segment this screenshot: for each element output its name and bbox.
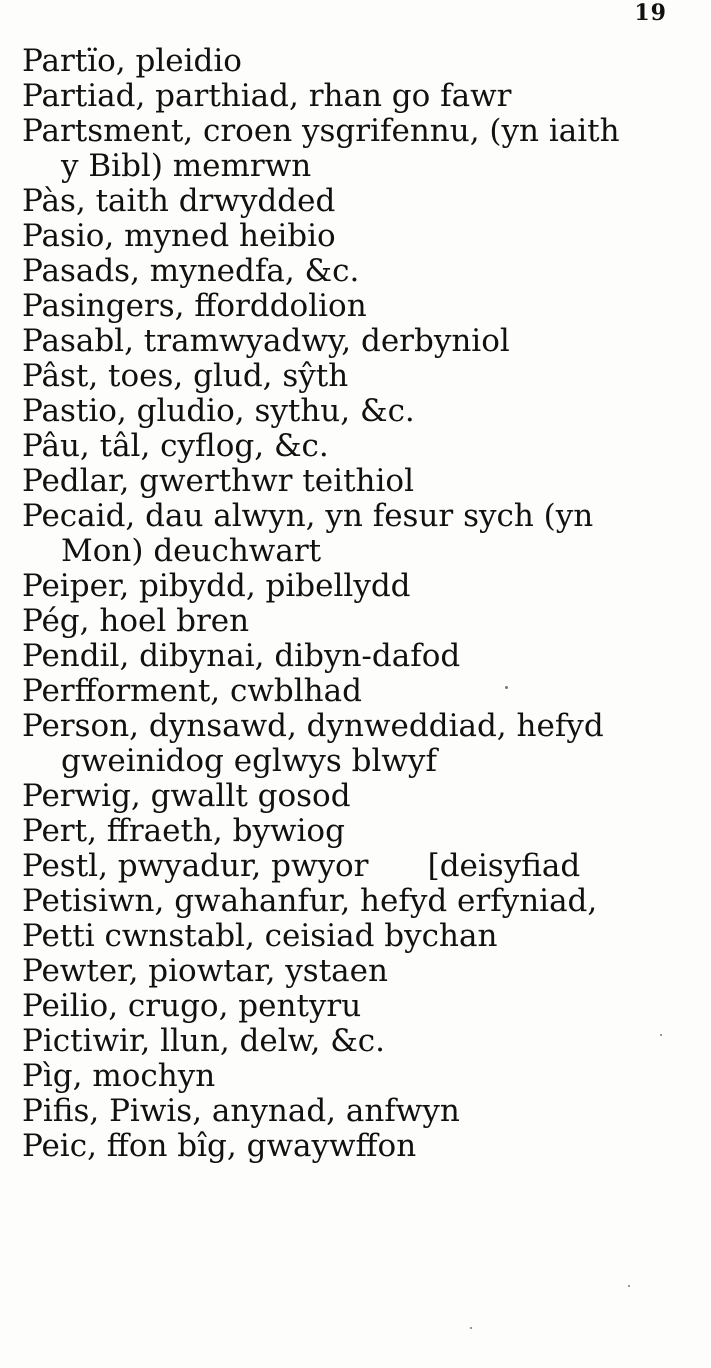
- entry-text: Partïo, pleidio: [22, 43, 242, 79]
- entry-text: Pedlar, gwerthwr teithiol: [22, 463, 414, 499]
- glossary-entry: [22, 814, 682, 849]
- paper-speck: [660, 1034, 662, 1036]
- entry-text: Pâst, toes, glud, sŷth: [22, 358, 349, 394]
- entry-text: Pasingers, fforddolion: [22, 288, 367, 324]
- entry-text: Peilio, crugo, pentyru: [22, 988, 362, 1024]
- glossary-entry: [22, 884, 682, 919]
- entry-text: Partsment, croen ysgrifennu, (yn iaith: [22, 113, 620, 149]
- glossary-entry: [22, 44, 682, 79]
- entry-continuation: Mon) deuchwart: [61, 533, 322, 569]
- entry-text: Pestl, pwyadur, pwyor [deisyfiad: [22, 848, 581, 884]
- entry-text: Perfforment, cwblhad: [22, 673, 362, 709]
- entry-continuation: y Bibl) memrwn: [61, 148, 312, 184]
- entry-text: Peiper, pibydd, pibellydd: [22, 568, 411, 604]
- glossary-entry: [22, 114, 682, 184]
- glossary-entry: [22, 639, 682, 674]
- glossary-entry: [22, 289, 682, 324]
- entry-text: Pìg, mochyn: [22, 1058, 216, 1094]
- glossary-entry: [22, 254, 682, 289]
- entry-text: Pastio, gludio, sythu, &c.: [22, 393, 415, 429]
- glossary-entry: [22, 219, 682, 254]
- glossary-entry: [22, 1094, 682, 1129]
- entry-text: Partiad, parthiad, rhan go fawr: [22, 78, 512, 114]
- page-number: 19: [634, 0, 667, 26]
- glossary-entry: [22, 429, 682, 464]
- paper-speck: [505, 686, 508, 689]
- glossary-entry: [22, 79, 682, 114]
- glossary-entry: [22, 359, 682, 394]
- entry-text: Pasabl, tramwyadwy, derbyniol: [22, 323, 510, 359]
- entry-text: Petti cwnstabl, ceisiad bychan: [22, 918, 498, 954]
- glossary-entry: [22, 849, 682, 884]
- glossary-entry: [22, 919, 682, 954]
- paper-speck: [470, 1327, 472, 1329]
- paper-speck: [628, 1285, 630, 1287]
- entry-text: Pàs, taith drwydded: [22, 183, 336, 219]
- glossary-entry: [22, 464, 682, 499]
- glossary-entry: [22, 709, 682, 779]
- glossary-entry: [22, 1059, 682, 1094]
- entry-text: Pâu, tâl, cyflog, &c.: [22, 428, 329, 464]
- glossary-entry: [22, 394, 682, 429]
- entry-text: Pecaid, dau alwyn, yn fesur sych (yn: [22, 498, 594, 534]
- glossary-entry: [22, 184, 682, 219]
- glossary-entry: [22, 779, 682, 814]
- glossary-list: [22, 44, 682, 1164]
- glossary-entry: [22, 499, 682, 569]
- entry-text: Pewter, piowtar, ystaen: [22, 953, 388, 989]
- entry-text: Perwig, gwallt gosod: [22, 778, 351, 814]
- glossary-entry: [22, 954, 682, 989]
- entry-text: Pert, ffraeth, bywiog: [22, 813, 345, 849]
- entry-text: Pifis, Piwis, anynad, anfwyn: [22, 1093, 460, 1129]
- entry-text: Pasio, myned heibio: [22, 218, 336, 254]
- entry-text: Pictiwir, llun, delw, &c.: [22, 1023, 386, 1059]
- glossary-entry: [22, 1024, 682, 1059]
- entry-text: Peic, ffon bîg, gwaywffon: [22, 1128, 417, 1164]
- glossary-entry: [22, 989, 682, 1024]
- entry-text: Pég, hoel bren: [22, 603, 250, 639]
- glossary-entry: [22, 569, 682, 604]
- entry-continuation: gweinidog eglwys blwyf: [61, 743, 437, 779]
- entry-text: Person, dynsawd, dynweddiad, hefyd: [22, 708, 604, 744]
- entry-text: Petisiwn, gwahanfur, hefyd erfyniad,: [22, 883, 598, 919]
- glossary-entry: [22, 604, 682, 639]
- entry-text: Pendil, dibynai, dibyn-dafod: [22, 638, 461, 674]
- entry-text: Pasads, mynedfa, &c.: [22, 253, 360, 289]
- glossary-entry: [22, 324, 682, 359]
- glossary-entry: [22, 1129, 682, 1164]
- glossary-entry: [22, 674, 682, 709]
